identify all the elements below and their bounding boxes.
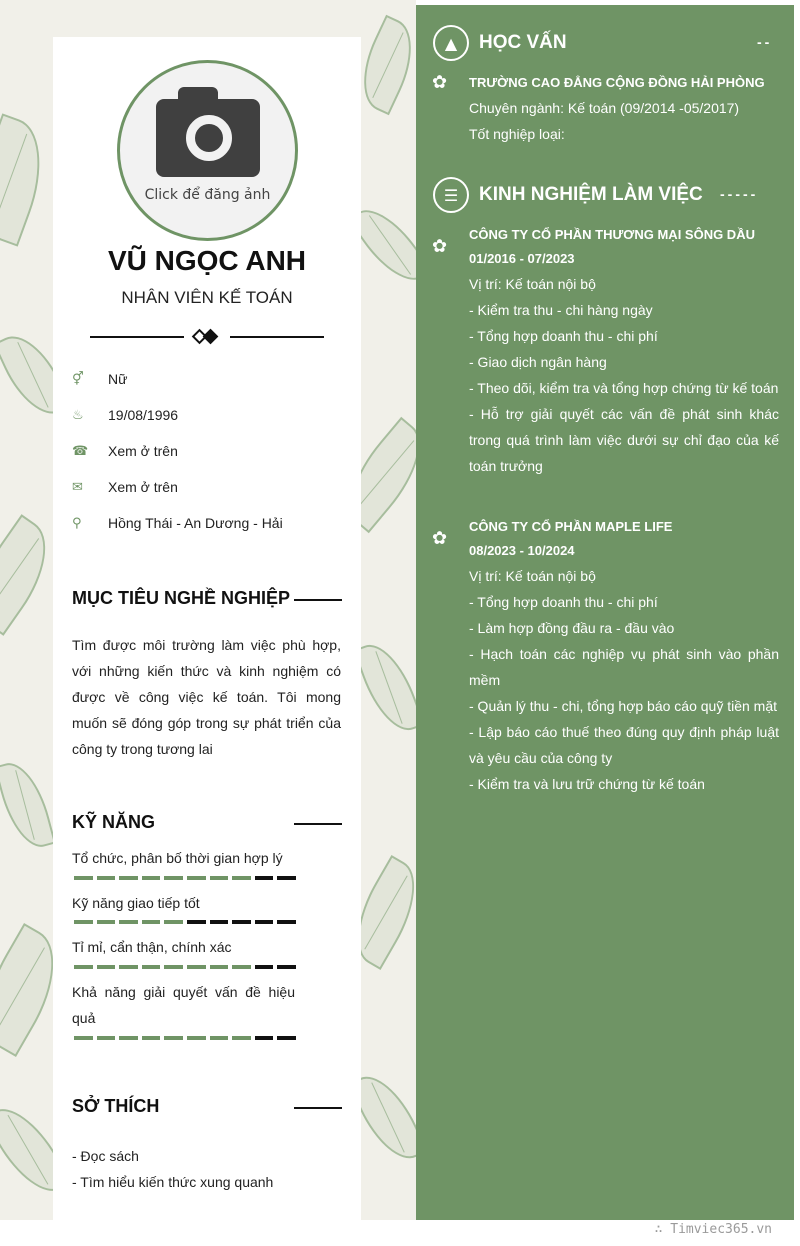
skills-heading: KỸ NĂNG — [72, 812, 342, 836]
info-phone: ☎ Xem ở trên — [72, 443, 178, 459]
job-period: 01/2016 - 07/2023 — [469, 251, 575, 266]
skill-level-bar — [74, 965, 296, 969]
phone-icon: ☎ — [72, 443, 89, 459]
skill-bar-segment — [277, 965, 296, 969]
skill-bar-segment — [119, 920, 138, 924]
job-line: - Giao dịch ngân hàng — [469, 354, 607, 370]
job-line: - Hạch toán các nghiệp vụ phát sinh vào phần mềm — [469, 646, 779, 688]
hobby-item: - Đọc sách — [72, 1148, 139, 1164]
skill-bar-segment — [210, 876, 229, 880]
skill-bar-segment — [119, 1036, 138, 1040]
job-line: - Theo dõi, kiểm tra và tổng hợp chứng từ kế toán — [469, 380, 779, 396]
avatar-upload[interactable] — [117, 60, 298, 241]
envelope-icon: ✉ — [72, 479, 83, 495]
school-name: TRƯỜNG CAO ĐẲNG CỘNG ĐỒNG HẢI PHÒNG — [469, 75, 765, 90]
job-period: 08/2023 - 10/2024 — [469, 543, 575, 558]
company-name: CÔNG TY CỔ PHẦN MAPLE LIFE — [469, 519, 673, 534]
skill-bar-segment — [187, 965, 206, 969]
job-line: Vị trí: Kế toán nội bộ — [469, 276, 596, 292]
skill-bar-segment — [210, 920, 229, 924]
book-stack-icon: ☰ — [433, 177, 469, 213]
map-pin-icon: ⚲ — [72, 515, 82, 531]
job-line: Vị trí: Kế toán nội bộ — [469, 568, 596, 584]
job-title: NHÂN VIÊN KẾ TOÁN — [121, 288, 293, 307]
skill-bar-segment — [97, 1036, 116, 1040]
job-line: - Kiểm tra thu - chi hàng ngày — [469, 302, 653, 318]
skill-bar-segment — [97, 920, 116, 924]
skill-bar-segment — [255, 1036, 274, 1040]
skill-bar-segment — [277, 920, 296, 924]
job-line: - Kiểm tra và lưu trữ chứng từ kế toán — [469, 776, 705, 792]
skill-bar-segment — [74, 965, 93, 969]
info-gender: ⚥ Nữ — [72, 371, 128, 387]
skill-bar-segment — [187, 876, 206, 880]
info-email: ✉ Xem ở trên — [72, 479, 178, 495]
skill-bar-segment — [187, 920, 206, 924]
objective-heading: MỤC TIÊU NGHỀ NGHIỆP — [72, 588, 342, 612]
flower-bullet-icon: ✿ — [432, 72, 448, 93]
skill-bar-segment — [74, 1036, 93, 1040]
education-major: Chuyên ngành: Kế toán (09/2014 -05/2017) — [469, 100, 740, 116]
skill-bar-segment — [142, 876, 161, 880]
skill-bar-segment — [255, 876, 274, 880]
skill-bar-segment — [97, 876, 116, 880]
skill-bar-segment — [210, 965, 229, 969]
skill-bar-segment — [97, 965, 116, 969]
skill-bar-segment — [164, 920, 183, 924]
education-heading: HỌC VẤN — [479, 32, 567, 53]
skill-bar-segment — [255, 965, 274, 969]
skill-bar-segment — [164, 1036, 183, 1040]
skill-bar-segment — [232, 920, 251, 924]
job-line: - Tổng hợp doanh thu - chi phí — [469, 594, 658, 610]
skill-bar-segment — [255, 920, 274, 924]
birthday-cake-icon: ♨ — [72, 407, 84, 423]
skill-bar-segment — [119, 965, 138, 969]
skill-name: Tổ chức, phân bố thời gian hợp lý — [72, 850, 283, 866]
info-address: ⚲ Hồng Thái - An Dương - Hải — [72, 515, 283, 531]
info-birthday: ♨ 19/08/1996 — [72, 407, 179, 423]
graduation-cap-icon: ▲ — [433, 25, 469, 61]
job-line: - Tổng hợp doanh thu - chi phí — [469, 328, 658, 344]
skill-bar-segment — [232, 965, 251, 969]
skill-bar-segment — [142, 920, 161, 924]
watermark: ∴ Timviec365.vn — [654, 1222, 772, 1237]
education-grade: Tốt nghiệp loại: — [469, 126, 565, 142]
skill-bar-segment — [142, 965, 161, 969]
company-name: CÔNG TY CỔ PHẦN THƯƠNG MẠI SÔNG DẦU — [469, 227, 755, 242]
skill-bar-segment — [232, 876, 251, 880]
skill-name: Tỉ mỉ, cẩn thận, chính xác — [72, 939, 232, 955]
skill-level-bar — [74, 920, 296, 924]
skill-bar-segment — [119, 876, 138, 880]
skill-bar-segment — [74, 920, 93, 924]
skill-bar-segment — [164, 965, 183, 969]
flower-bullet-icon: ✿ — [432, 236, 448, 257]
skill-bar-segment — [74, 876, 93, 880]
skill-bar-segment — [232, 1036, 251, 1040]
experience-heading: KINH NGHIỆM LÀM VIỆC — [479, 184, 703, 205]
heading-dash-decoration: ----- — [720, 186, 759, 202]
full-name: VŨ NGỌC ANH — [107, 245, 307, 276]
flower-bullet-icon: ✿ — [432, 528, 448, 549]
job-line: - Làm hợp đồng đầu ra - đầu vào — [469, 620, 675, 636]
hobbies-heading: SỞ THÍCH — [72, 1096, 342, 1120]
skill-bar-segment — [210, 1036, 229, 1040]
avatar-caption: Click để đăng ảnh — [144, 187, 271, 203]
skill-level-bar — [74, 876, 296, 880]
skill-level-bar — [74, 1036, 296, 1040]
skill-name: Kỹ năng giao tiếp tốt — [72, 895, 200, 911]
skill-bar-segment — [142, 1036, 161, 1040]
job-line: - Quản lý thu - chi, tổng hợp báo cáo quỹ tiền mặt — [469, 698, 778, 714]
job-line: - Lập báo cáo thuế theo đúng quy định pháp luật và yêu cầu của công ty — [469, 724, 779, 766]
name-divider — [90, 329, 324, 345]
objective-text: Tìm được môi trường làm việc phù hợp, với những kiến thức và kinh nghiệm có được về công việc kế toán. Tôi mong muốn sẽ đóng góp trong sự phát triển của công ty trong tương lai — [72, 637, 341, 757]
gender-icon: ⚥ — [72, 371, 84, 387]
hobby-item: - Tìm hiểu kiến thức xung quanh — [72, 1174, 274, 1190]
heading-dash-decoration: -- — [757, 34, 773, 50]
skill-bar-segment — [277, 876, 296, 880]
skill-name: Khả năng giải quyết vấn đề hiệu quả — [72, 984, 295, 1026]
skill-bar-segment — [164, 876, 183, 880]
skill-bar-segment — [187, 1036, 206, 1040]
skill-bar-segment — [277, 1036, 296, 1040]
job-line: - Hỗ trợ giải quyết các vấn đề phát sinh khác trong quá trình làm việc dưới sự chỉ đạo của kế toán trưởng — [469, 406, 779, 474]
